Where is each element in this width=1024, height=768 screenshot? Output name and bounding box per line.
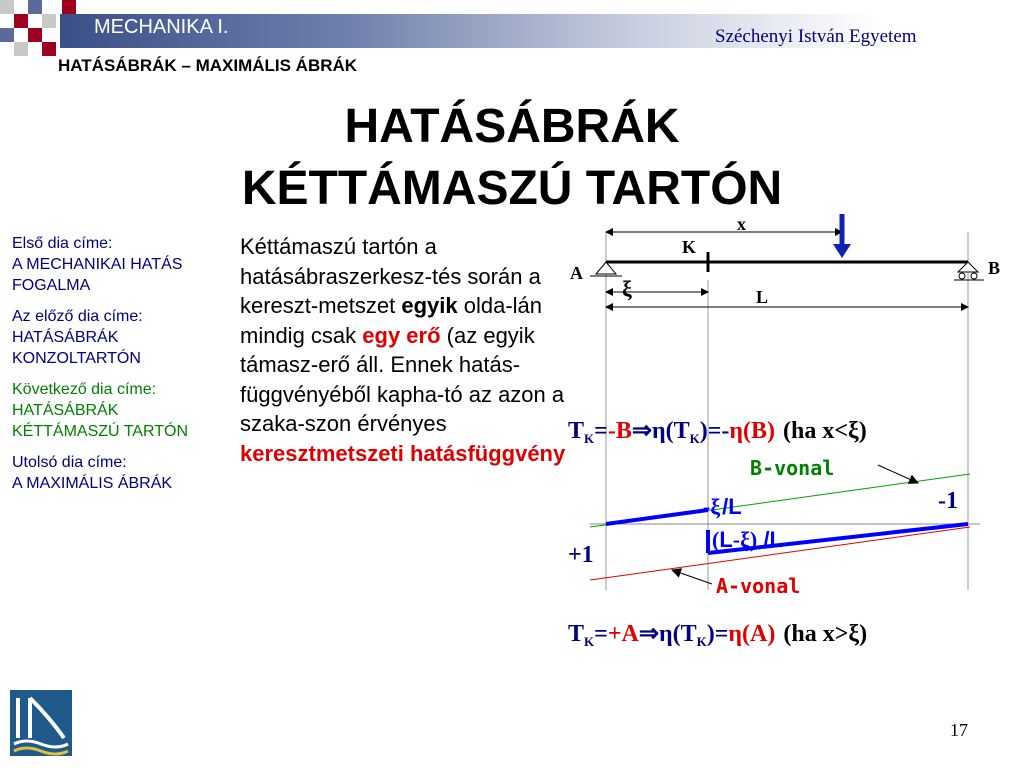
ord2-l: L [719, 527, 733, 552]
course-title: MECHANIKA I. [94, 16, 229, 38]
eq1-minus-b: -B [607, 418, 632, 444]
body-emphasis-hatasfuggveny: keresztmetszeti hatásfüggvény [240, 440, 566, 466]
eq2-a: (A) [742, 621, 776, 647]
nav-next-label: Következő dia címe: [12, 381, 157, 398]
body-emphasis-egy-ero: egy erő [362, 322, 441, 348]
eq2-eq2: = [714, 621, 729, 647]
equation-b-region [568, 621, 867, 649]
eq1-b: (B) [743, 418, 776, 444]
university-name: Széchenyi István Egyetem [715, 26, 917, 47]
nav-first-slide[interactable] [12, 233, 212, 296]
body-emphasis-egyik: egyik [401, 293, 458, 318]
eq1-k: K [584, 431, 595, 446]
l-label: L [756, 287, 769, 307]
eq2-implies: ⇒ [638, 621, 659, 647]
ord2-slash: / [757, 527, 770, 552]
ord1-xi: -ξ [703, 494, 721, 519]
body-text-3: olda-lán mindig csak [240, 293, 543, 348]
nav-last-value: A MAXIMÁLIS ÁBRÁK [12, 475, 173, 492]
header-square [62, 0, 76, 14]
slide-subtitle: HATÁSÁBRÁK – MAXIMÁLIS ÁBRÁK [58, 56, 358, 75]
load-arrow-head [833, 244, 851, 258]
eq1-eq-minus: =- [707, 418, 730, 444]
nav-prev-label: Az előző dia címe: [12, 308, 143, 325]
x-label: x [737, 214, 746, 234]
nav-last-label: Utolsó dia címe: [12, 454, 127, 471]
ordinate-left-label [703, 494, 742, 519]
influence-line-left [606, 510, 708, 524]
b-vonal-pointer [878, 465, 918, 483]
body-text-5: (az egyik támasz-erő áll. Ennek hatás-függvényéből kapha-tó az azon a szaka-szon érvényes [240, 322, 565, 436]
nav-last-slide[interactable] [12, 452, 212, 494]
plus-one-label: +1 [568, 542, 594, 568]
eq1-paren-close: ) [699, 418, 708, 444]
slide-title [0, 96, 1024, 220]
header-square [14, 42, 28, 56]
ord1-l: L [728, 494, 742, 519]
body-paragraph [240, 232, 570, 468]
header-square [0, 0, 14, 14]
eq2-k2: K [696, 634, 707, 649]
eq2-paren-t: (T [672, 621, 697, 647]
title-line-2: KÉTTÁMASZÚ TARTÓN [241, 162, 783, 215]
b-vonal-label: B-vonal [750, 456, 835, 480]
eq1-eta-b: η [729, 418, 744, 444]
header-square [42, 42, 56, 56]
eq2-eta-a: η [728, 621, 743, 647]
eq1-eta: η [651, 418, 666, 444]
eq2-plus-a: +A [607, 621, 639, 647]
a-label: A [570, 263, 583, 283]
a-vonal-pointer [672, 570, 712, 584]
body-text-1: Kéttámaszú tartón a hatásábraszerkesz-tés során a kereszt-metszet [240, 234, 541, 318]
nav-first-label: Első dia címe: [12, 235, 113, 252]
university-logo [10, 690, 72, 756]
header-square [28, 28, 42, 42]
header-square [14, 14, 28, 28]
support-b-roller [971, 273, 977, 279]
eq1-cond: (ha x<ξ) [783, 418, 867, 444]
nav-previous-slide[interactable] [12, 306, 212, 369]
ordinate-right-label [712, 527, 783, 552]
a-vonal-label: A-vonal [716, 574, 801, 598]
eq1-k2: K [689, 431, 700, 446]
eq1-t: T [568, 418, 585, 444]
support-b-roller [959, 273, 965, 279]
eq2-paren-close: ) [706, 621, 715, 647]
title-line-1: HATÁSÁBRÁK [344, 100, 680, 153]
k-label: K [682, 237, 697, 257]
ord2-xi: -ξ) [732, 527, 758, 552]
nav-prev-value: HATÁSÁBRÁK KONZOLTARTÓN [12, 329, 141, 367]
header-square [42, 14, 56, 28]
ord2-open: ( [712, 527, 720, 552]
page-number: 17 [950, 720, 968, 740]
ord2-l2: L [769, 527, 783, 552]
b-label: B [988, 258, 1001, 278]
nav-next-value: HATÁSÁBRÁK KÉTTÁMASZÚ TARTÓN [12, 402, 189, 440]
eq2-eta: η [658, 621, 673, 647]
eq2-eq: = [594, 621, 608, 647]
header-square [0, 28, 14, 42]
eq2-t: T [568, 621, 585, 647]
eq2-cond: (ha x>ξ) [783, 621, 868, 647]
influence-line-diagram [560, 210, 1020, 660]
eq2-k: K [584, 634, 595, 649]
ord1-slash: / [722, 494, 729, 519]
support-a [596, 262, 616, 274]
eq1-eq: = [594, 418, 608, 444]
header-square [28, 0, 42, 14]
nav-first-value: A MECHANIKAI HATÁS FOGALMA [12, 256, 183, 294]
equation-a-region [568, 418, 867, 446]
minus-one-label: -1 [938, 488, 958, 514]
xi-label: ξ [622, 276, 632, 301]
nav-next-slide[interactable] [12, 379, 212, 442]
eq1-implies: ⇒ [631, 418, 652, 444]
sidebar-nav [12, 233, 212, 504]
eq1-paren-t: (T [665, 418, 690, 444]
